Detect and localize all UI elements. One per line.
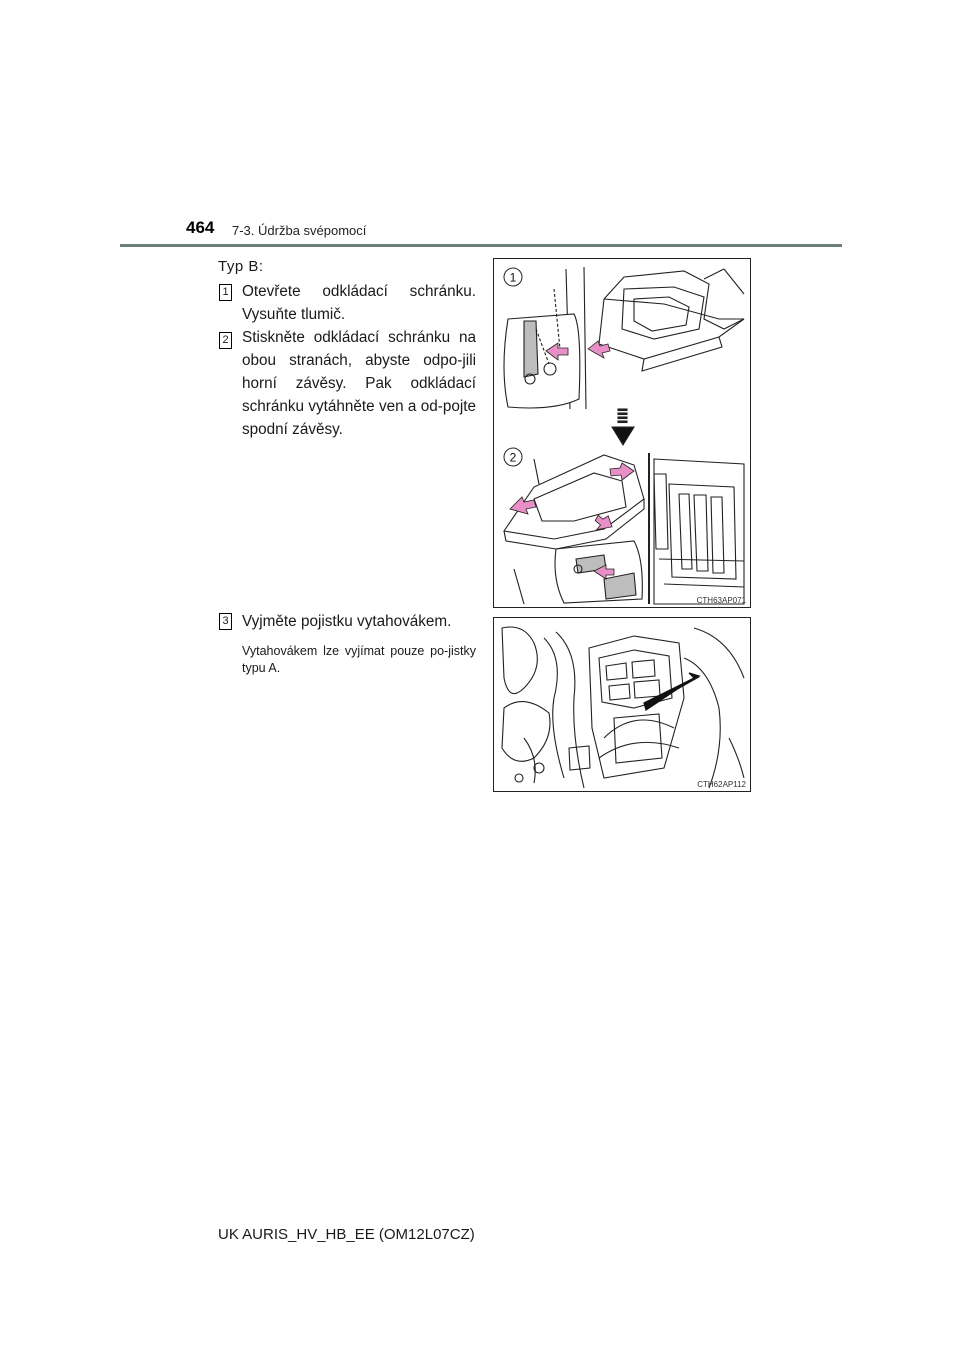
page-number: 464 xyxy=(186,218,215,237)
glovebox-drawing xyxy=(494,259,750,607)
type-label: Typ B: xyxy=(218,258,264,275)
fusebox-drawing xyxy=(494,618,750,791)
figure-code-1: CTH63AP071 xyxy=(696,596,746,605)
step-number-2: 2 xyxy=(219,332,232,349)
figure-code-2: CTH62AP112 xyxy=(697,780,746,789)
fusebox-illustration xyxy=(493,617,751,792)
step-text-2: Stiskněte odkládací schránku na obou stranách, abyste odpo-jili horní závěsy. Pak odkládací schránku vytáhněte ven a od-pojte spodní závěsy. xyxy=(242,329,476,438)
figure-callout-2: 2 xyxy=(509,450,517,465)
step-number-3: 3 xyxy=(219,613,232,630)
step-text-1: Otevřete odkládací schránku. Vysuňte tlumič. xyxy=(242,283,476,323)
header-rule xyxy=(120,244,842,247)
step-text-3: Vyjměte pojistku vytahovákem. xyxy=(242,613,452,630)
note-text: Vytahovákem lze vyjímat pouze po-jistky typu A. xyxy=(242,644,476,675)
section-title: 7-3. Údržba svépomocí xyxy=(232,223,367,238)
figure-callout-1: 1 xyxy=(509,270,517,285)
footer-model-code: UK AURIS_HV_HB_EE (OM12L07CZ) xyxy=(218,1226,475,1243)
step-number-1: 1 xyxy=(219,284,232,301)
glovebox-illustration xyxy=(493,258,751,608)
